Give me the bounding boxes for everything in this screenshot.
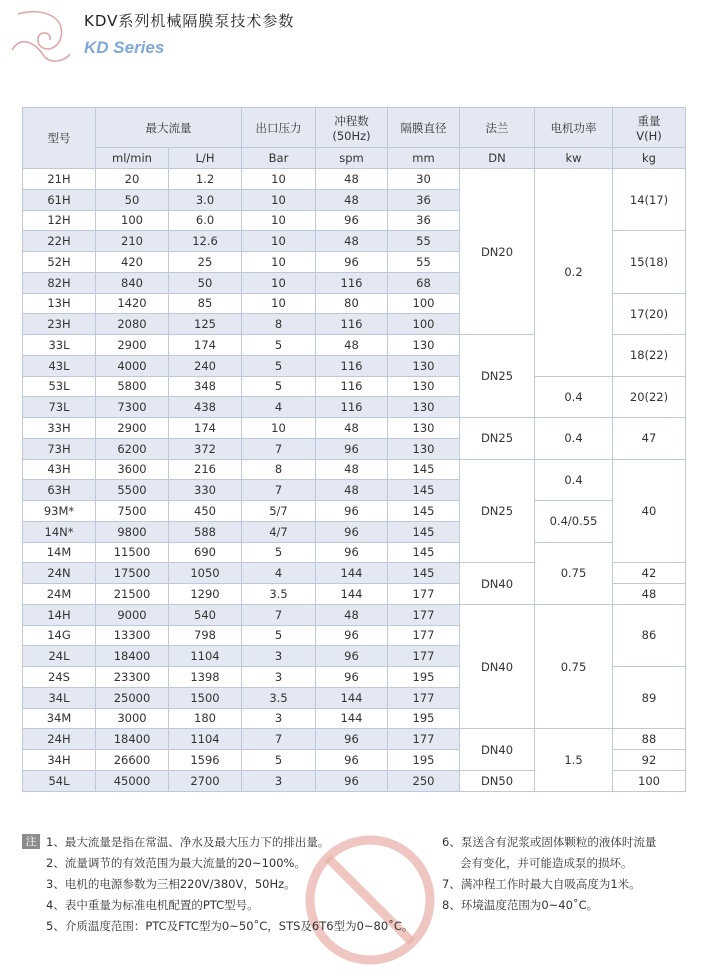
- cell-spm: 80: [316, 293, 388, 314]
- cell-model: 34L: [23, 687, 96, 708]
- cell-ml: 7500: [96, 501, 169, 522]
- cell-ml: 5800: [96, 376, 169, 397]
- cell-weight: 42: [613, 563, 686, 584]
- cell-bar: 4: [242, 563, 316, 584]
- cell-model: 73H: [23, 438, 96, 459]
- header-outlet-pressure: 出口压力: [242, 108, 316, 148]
- cell-spm: 96: [316, 501, 388, 522]
- unit-flow-lh: L/H: [169, 148, 242, 169]
- cell-weight: 86: [613, 604, 686, 666]
- cell-model: 24N: [23, 563, 96, 584]
- cell-bar: 7: [242, 604, 316, 625]
- header-weight-line1: 重量: [637, 113, 661, 128]
- cell-mm: 68: [388, 272, 460, 293]
- cell-lh: 174: [169, 335, 242, 356]
- header-stroke-line2: (50Hz): [332, 128, 371, 143]
- cell-bar: 7: [242, 438, 316, 459]
- spec-table: [22, 107, 686, 792]
- cell-bar: 10: [242, 418, 316, 439]
- note-item: 5、介质温度范围：PTC及FTC型为0~50˚C，STS及6T6型为0~80˚C。: [46, 919, 414, 933]
- cell-ml: 26600: [96, 750, 169, 771]
- notes-section: [22, 828, 692, 966]
- cell-spm: 48: [316, 418, 388, 439]
- cell-spm: 48: [316, 189, 388, 210]
- cell-mm: 36: [388, 189, 460, 210]
- cell-spm: 116: [316, 272, 388, 293]
- cell-mm: 145: [388, 501, 460, 522]
- cell-spm: 48: [316, 604, 388, 625]
- cell-bar: 4: [242, 397, 316, 418]
- cell-lh: 12.6: [169, 231, 242, 252]
- cell-weight: 40: [613, 459, 686, 563]
- cell-bar: 3: [242, 646, 316, 667]
- cell-bar: 3: [242, 770, 316, 791]
- cell-spm: 116: [316, 376, 388, 397]
- cell-bar: 8: [242, 314, 316, 335]
- cell-ml: 5500: [96, 480, 169, 501]
- header-motor: 电机功率: [535, 108, 613, 148]
- cell-motor: 1.5: [535, 729, 613, 791]
- cell-spm: 96: [316, 521, 388, 542]
- header-diaphragm: 隔膜直径: [388, 108, 460, 148]
- cell-model: 24S: [23, 667, 96, 688]
- cell-mm: 250: [388, 770, 460, 791]
- cell-mm: 100: [388, 293, 460, 314]
- cell-lh: 1104: [169, 646, 242, 667]
- cell-weight: 14(17): [613, 169, 686, 231]
- cell-lh: 50: [169, 272, 242, 293]
- cell-lh: 330: [169, 480, 242, 501]
- cell-mm: 177: [388, 604, 460, 625]
- header-stroke: [316, 108, 388, 148]
- cell-ml: 20: [96, 169, 169, 190]
- cell-ml: 100: [96, 210, 169, 231]
- cell-spm: 48: [316, 480, 388, 501]
- table-row: [23, 604, 686, 625]
- cell-mm: 177: [388, 729, 460, 750]
- cell-mm: 145: [388, 563, 460, 584]
- cell-bar: 5: [242, 542, 316, 563]
- cell-weight: 48: [613, 584, 686, 605]
- cell-mm: 130: [388, 418, 460, 439]
- cell-ml: 21500: [96, 584, 169, 605]
- cell-spm: 96: [316, 646, 388, 667]
- cell-bar: 7: [242, 729, 316, 750]
- cell-spm: 144: [316, 687, 388, 708]
- cell-flange: DN25: [460, 418, 535, 460]
- cell-flange: DN25: [460, 335, 535, 418]
- cell-ml: 1420: [96, 293, 169, 314]
- note-item: 6、泵送含有泥浆或固体颗粒的液体时流量: [442, 835, 657, 849]
- cell-bar: 10: [242, 293, 316, 314]
- cell-spm: 144: [316, 708, 388, 729]
- cell-mm: 145: [388, 521, 460, 542]
- note-item: 4、表中重量为标准电机配置的PTC型号。: [46, 898, 259, 912]
- cell-weight: 89: [613, 667, 686, 729]
- cell-model: 21H: [23, 169, 96, 190]
- header-weight-line2: V(H): [636, 128, 662, 143]
- cell-model: 43H: [23, 459, 96, 480]
- cell-mm: 30: [388, 169, 460, 190]
- note-item: 3、电机的电源参数为三相220V/380V，50Hz。: [46, 877, 296, 891]
- cell-bar: 10: [242, 210, 316, 231]
- cell-mm: 177: [388, 584, 460, 605]
- cell-flange: DN40: [460, 604, 535, 729]
- cell-weight: 100: [613, 770, 686, 791]
- cell-weight: 88: [613, 729, 686, 750]
- note-item: 7、满冲程工作时最大自吸高度为1米。: [442, 877, 641, 891]
- cell-model: 43L: [23, 355, 96, 376]
- table-row: [23, 501, 686, 522]
- cell-ml: 4000: [96, 355, 169, 376]
- cell-model: 33H: [23, 418, 96, 439]
- cell-spm: 144: [316, 563, 388, 584]
- cell-spm: 96: [316, 770, 388, 791]
- cell-ml: 9800: [96, 521, 169, 542]
- cell-motor: 0.4: [535, 376, 613, 418]
- cell-lh: 588: [169, 521, 242, 542]
- cell-flange: DN40: [460, 563, 535, 605]
- cell-motor: 0.4: [535, 418, 613, 460]
- cell-bar: 5: [242, 376, 316, 397]
- cell-ml: 23300: [96, 667, 169, 688]
- cell-ml: 13300: [96, 625, 169, 646]
- cell-ml: 18400: [96, 729, 169, 750]
- cell-model: 14M: [23, 542, 96, 563]
- table-row: [23, 418, 686, 439]
- cell-lh: 2700: [169, 770, 242, 791]
- table-row: [23, 169, 686, 190]
- cell-bar: 10: [242, 252, 316, 273]
- cell-lh: 25: [169, 252, 242, 273]
- cell-model: 13H: [23, 293, 96, 314]
- table-row: [23, 729, 686, 750]
- cell-lh: 1104: [169, 729, 242, 750]
- cell-flange: DN20: [460, 169, 535, 335]
- cell-spm: 116: [316, 397, 388, 418]
- table-row: [23, 459, 686, 480]
- cell-mm: 195: [388, 667, 460, 688]
- cell-bar: 8: [242, 459, 316, 480]
- unit-stroke: spm: [316, 148, 388, 169]
- header-model: 型号: [23, 108, 96, 169]
- cell-lh: 798: [169, 625, 242, 646]
- cell-spm: 48: [316, 335, 388, 356]
- cell-bar: 10: [242, 231, 316, 252]
- cell-mm: 36: [388, 210, 460, 231]
- cell-model: 14H: [23, 604, 96, 625]
- cell-bar: 3: [242, 708, 316, 729]
- note-item: 1、最大流量是指在常温、净水及最大压力下的排出量。: [46, 835, 330, 849]
- cell-spm: 96: [316, 438, 388, 459]
- cell-bar: 10: [242, 169, 316, 190]
- cell-bar: 7: [242, 480, 316, 501]
- table-row: [23, 542, 686, 563]
- table-row: [23, 376, 686, 397]
- cell-bar: 5: [242, 625, 316, 646]
- cell-model: 24H: [23, 729, 96, 750]
- cell-weight: 47: [613, 418, 686, 460]
- header-stroke-line1: 冲程数: [334, 113, 369, 128]
- cell-ml: 25000: [96, 687, 169, 708]
- cell-ml: 420: [96, 252, 169, 273]
- cell-ml: 2900: [96, 335, 169, 356]
- cell-model: 22H: [23, 231, 96, 252]
- cell-lh: 1.2: [169, 169, 242, 190]
- cell-model: 24M: [23, 584, 96, 605]
- cell-model: 53L: [23, 376, 96, 397]
- cell-lh: 690: [169, 542, 242, 563]
- cell-lh: 125: [169, 314, 242, 335]
- cell-model: 54L: [23, 770, 96, 791]
- cell-model: 24L: [23, 646, 96, 667]
- cell-model: 82H: [23, 272, 96, 293]
- cell-weight: 20(22): [613, 376, 686, 418]
- cell-motor: 0.75: [535, 542, 613, 604]
- spec-table-body: [23, 169, 686, 792]
- cell-bar: 4/7: [242, 521, 316, 542]
- cell-model: 34M: [23, 708, 96, 729]
- cell-model: 14G: [23, 625, 96, 646]
- cell-bar: 5: [242, 750, 316, 771]
- cell-mm: 145: [388, 542, 460, 563]
- cell-lh: 438: [169, 397, 242, 418]
- header-weight: [613, 108, 686, 148]
- cell-mm: 195: [388, 750, 460, 771]
- cell-lh: 85: [169, 293, 242, 314]
- cell-lh: 1050: [169, 563, 242, 584]
- cell-bar: 3: [242, 667, 316, 688]
- cell-mm: 177: [388, 646, 460, 667]
- cell-ml: 6200: [96, 438, 169, 459]
- cell-mm: 100: [388, 314, 460, 335]
- cell-lh: 372: [169, 438, 242, 459]
- cell-flange: DN25: [460, 459, 535, 563]
- cell-lh: 1500: [169, 687, 242, 708]
- cell-lh: 1398: [169, 667, 242, 688]
- cell-lh: 348: [169, 376, 242, 397]
- cell-spm: 48: [316, 231, 388, 252]
- cell-lh: 540: [169, 604, 242, 625]
- unit-flange: DN: [460, 148, 535, 169]
- cell-mm: 145: [388, 459, 460, 480]
- cell-flange: DN40: [460, 729, 535, 771]
- cell-lh: 174: [169, 418, 242, 439]
- cell-bar: 5: [242, 335, 316, 356]
- cell-ml: 3600: [96, 459, 169, 480]
- cell-ml: 11500: [96, 542, 169, 563]
- cell-spm: 116: [316, 314, 388, 335]
- cell-mm: 130: [388, 355, 460, 376]
- cell-mm: 145: [388, 480, 460, 501]
- cell-weight: 17(20): [613, 293, 686, 335]
- note-item: 8、环境温度范围为0~40˚C。: [442, 898, 599, 912]
- cell-model: 61H: [23, 189, 96, 210]
- cell-ml: 45000: [96, 770, 169, 791]
- cell-spm: 96: [316, 750, 388, 771]
- cell-ml: 50: [96, 189, 169, 210]
- cell-spm: 96: [316, 729, 388, 750]
- cell-motor: 0.4: [535, 459, 613, 501]
- cell-ml: 840: [96, 272, 169, 293]
- cell-mm: 130: [388, 335, 460, 356]
- cell-lh: 180: [169, 708, 242, 729]
- cell-flange: DN50: [460, 770, 535, 791]
- cell-bar: 5: [242, 355, 316, 376]
- note-item: 2、流量调节的有效范围为最大流量的20~100%。: [46, 856, 306, 870]
- cell-weight: 18(22): [613, 335, 686, 377]
- cell-mm: 177: [388, 687, 460, 708]
- cell-model: 14N*: [23, 521, 96, 542]
- cell-bar: 3.5: [242, 687, 316, 708]
- cell-ml: 7300: [96, 397, 169, 418]
- cell-mm: 55: [388, 252, 460, 273]
- cell-model: 63H: [23, 480, 96, 501]
- cell-spm: 116: [316, 355, 388, 376]
- cell-motor: 0.75: [535, 604, 613, 729]
- cell-mm: 130: [388, 376, 460, 397]
- cell-bar: 5/7: [242, 501, 316, 522]
- cell-model: 34H: [23, 750, 96, 771]
- cell-model: 93M*: [23, 501, 96, 522]
- cell-mm: 177: [388, 625, 460, 646]
- cell-bar: 10: [242, 189, 316, 210]
- swirl-logo-icon: [6, 4, 76, 70]
- header-max-flow: 最大流量: [96, 108, 242, 148]
- unit-weight: kg: [613, 148, 686, 169]
- cell-spm: 48: [316, 459, 388, 480]
- cell-spm: 48: [316, 169, 388, 190]
- cell-ml: 210: [96, 231, 169, 252]
- cell-model: 12H: [23, 210, 96, 231]
- cell-ml: 17500: [96, 563, 169, 584]
- cell-lh: 1596: [169, 750, 242, 771]
- unit-flow-ml: ml/min: [96, 148, 169, 169]
- cell-ml: 9000: [96, 604, 169, 625]
- cell-ml: 2080: [96, 314, 169, 335]
- cell-lh: 450: [169, 501, 242, 522]
- cell-motor: 0.4/0.55: [535, 501, 613, 543]
- cell-weight: 15(18): [613, 231, 686, 293]
- series-subtitle: KD Series: [84, 38, 165, 57]
- cell-spm: 96: [316, 667, 388, 688]
- unit-diaphragm: mm: [388, 148, 460, 169]
- note-tag: 注: [22, 834, 40, 849]
- note-item: 会有变化，并可能造成泵的损坏。: [460, 856, 633, 870]
- cell-spm: 96: [316, 252, 388, 273]
- cell-model: 52H: [23, 252, 96, 273]
- cell-model: 33L: [23, 335, 96, 356]
- cell-mm: 55: [388, 231, 460, 252]
- cell-bar: 3.5: [242, 584, 316, 605]
- cell-spm: 96: [316, 210, 388, 231]
- cell-lh: 6.0: [169, 210, 242, 231]
- cell-model: 73L: [23, 397, 96, 418]
- cell-mm: 130: [388, 397, 460, 418]
- cell-ml: 3000: [96, 708, 169, 729]
- cell-weight: 92: [613, 750, 686, 771]
- unit-pressure: Bar: [242, 148, 316, 169]
- cell-lh: 3.0: [169, 189, 242, 210]
- page-title: KDV系列机械隔膜泵技术参数: [84, 12, 295, 30]
- cell-bar: 10: [242, 272, 316, 293]
- cell-spm: 96: [316, 542, 388, 563]
- cell-lh: 240: [169, 355, 242, 376]
- unit-motor: kw: [535, 148, 613, 169]
- cell-mm: 130: [388, 438, 460, 459]
- cell-motor: 0.2: [535, 169, 613, 377]
- cell-spm: 144: [316, 584, 388, 605]
- cell-ml: 18400: [96, 646, 169, 667]
- cell-mm: 195: [388, 708, 460, 729]
- cell-ml: 2900: [96, 418, 169, 439]
- header-flange: 法兰: [460, 108, 535, 148]
- cell-spm: 96: [316, 625, 388, 646]
- cell-lh: 216: [169, 459, 242, 480]
- cell-lh: 1290: [169, 584, 242, 605]
- cell-model: 23H: [23, 314, 96, 335]
